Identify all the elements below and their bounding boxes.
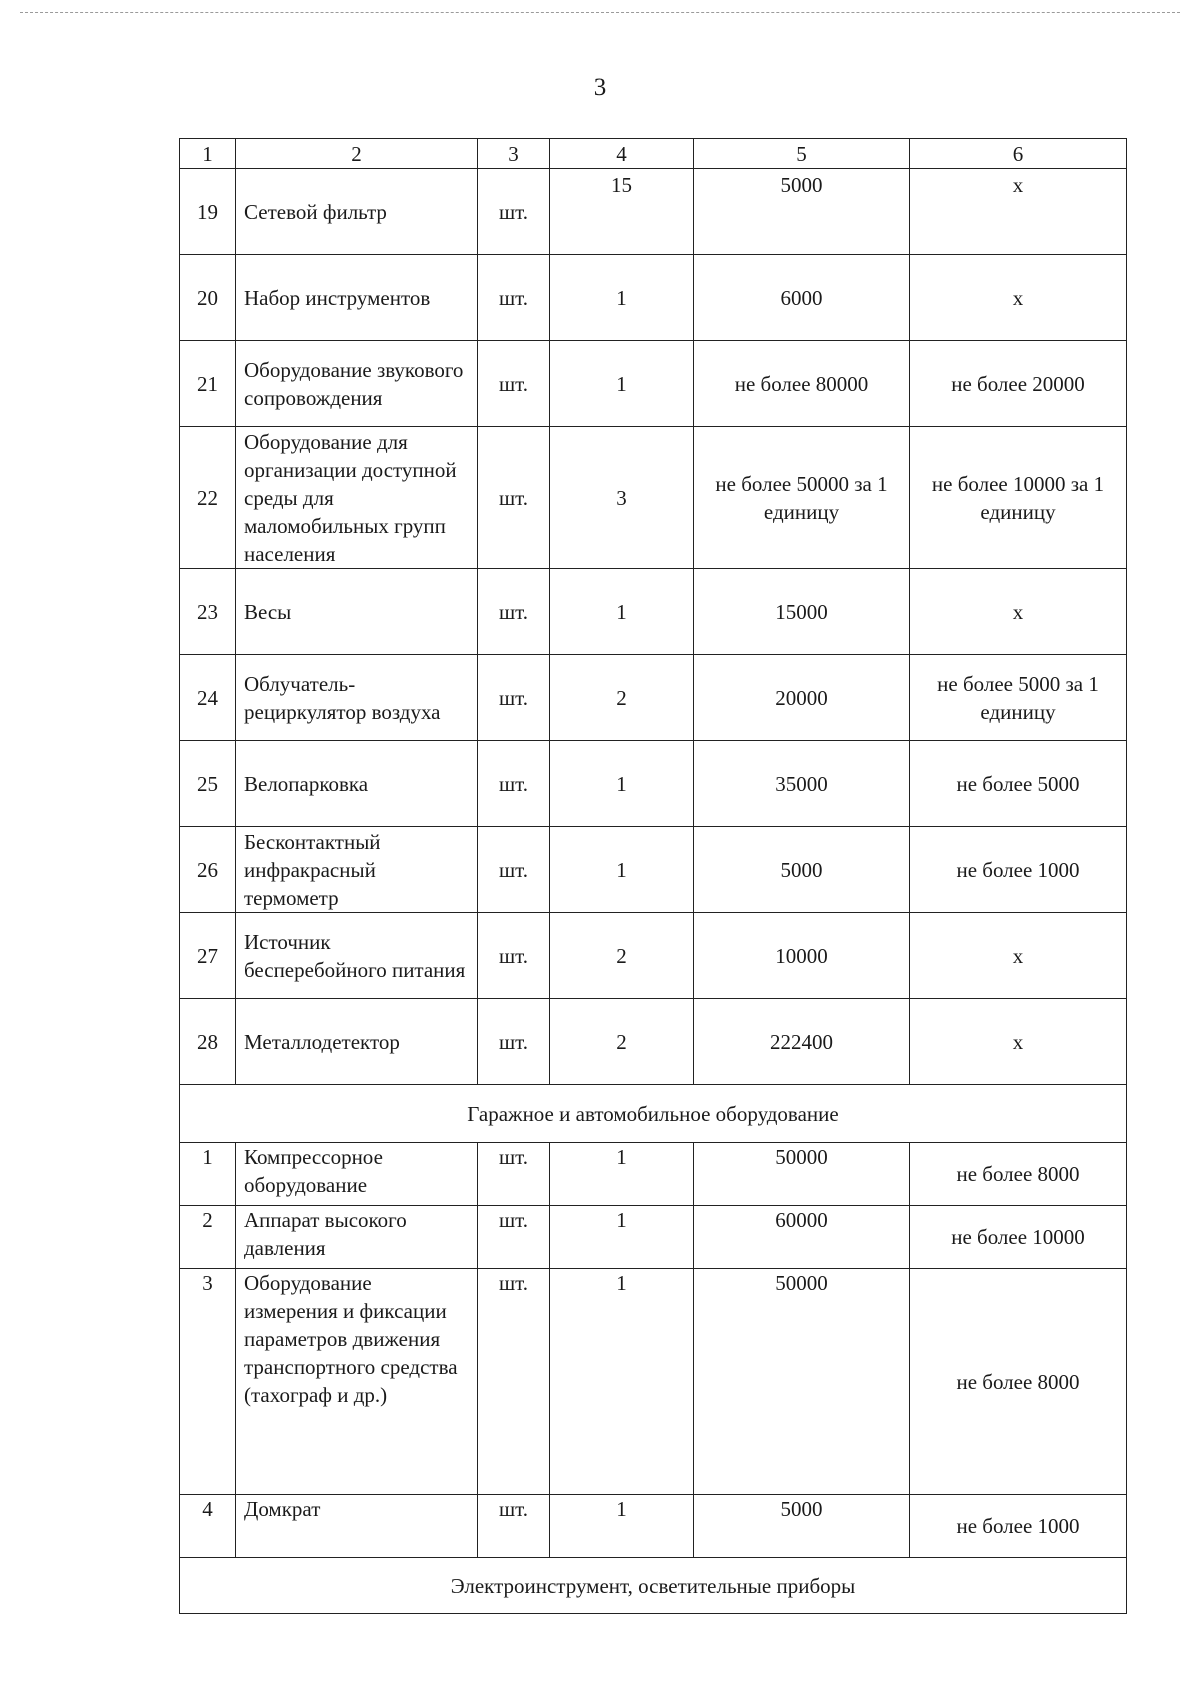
item-name: Облучатель-рециркулятор воздуха xyxy=(236,655,478,741)
row-number: 20 xyxy=(180,255,236,341)
item-quantity: 1 xyxy=(550,1143,694,1206)
column-header-1: 1 xyxy=(180,139,236,169)
item-limit: не более 10000 xyxy=(910,1206,1127,1269)
item-unit: шт. xyxy=(478,569,550,655)
row-number: 24 xyxy=(180,655,236,741)
item-unit: шт. xyxy=(478,655,550,741)
item-limit: х xyxy=(910,913,1127,999)
column-header-5: 5 xyxy=(694,139,910,169)
item-quantity: 1 xyxy=(550,1495,694,1558)
scan-edge-line xyxy=(20,12,1180,13)
item-limit: не более 8000 xyxy=(910,1269,1127,1495)
item-unit: шт. xyxy=(478,1495,550,1558)
table-row xyxy=(180,999,1127,1085)
item-unit: шт. xyxy=(478,999,550,1085)
row-number: 4 xyxy=(180,1495,236,1558)
table-row xyxy=(180,1206,1127,1269)
column-header-2: 2 xyxy=(236,139,478,169)
item-quantity: 1 xyxy=(550,1206,694,1269)
item-quantity: 2 xyxy=(550,655,694,741)
table-row xyxy=(180,255,1127,341)
item-price: не более 50000 за 1 единицу xyxy=(694,427,910,569)
table-row xyxy=(180,1495,1127,1558)
table-row xyxy=(180,827,1127,913)
item-name: Источник бесперебойного питания xyxy=(236,913,478,999)
table-row xyxy=(180,1143,1127,1206)
item-unit: шт. xyxy=(478,741,550,827)
column-header-4: 4 xyxy=(550,139,694,169)
item-unit: шт. xyxy=(478,913,550,999)
item-limit: х xyxy=(910,569,1127,655)
item-name: Металлодетектор xyxy=(236,999,478,1085)
row-number: 19 xyxy=(180,169,236,255)
item-unit: шт. xyxy=(478,1269,550,1495)
table-row xyxy=(180,341,1127,427)
item-price: 50000 xyxy=(694,1269,910,1495)
table-row xyxy=(180,913,1127,999)
item-unit: шт. xyxy=(478,427,550,569)
item-quantity: 1 xyxy=(550,827,694,913)
item-name: Велопарковка xyxy=(236,741,478,827)
item-price: 10000 xyxy=(694,913,910,999)
item-limit: не более 5000 за 1 единицу xyxy=(910,655,1127,741)
column-header-3: 3 xyxy=(478,139,550,169)
item-quantity: 2 xyxy=(550,999,694,1085)
item-limit: не более 10000 за 1 единицу xyxy=(910,427,1127,569)
section-header-row xyxy=(180,1558,1127,1614)
item-limit: х xyxy=(910,255,1127,341)
page-number: 3 xyxy=(593,74,607,101)
item-unit: шт. xyxy=(478,1143,550,1206)
table-row xyxy=(180,655,1127,741)
item-unit: шт. xyxy=(478,1206,550,1269)
item-limit: х xyxy=(910,999,1127,1085)
item-name: Аппарат высокого давления xyxy=(236,1206,478,1269)
item-quantity: 1 xyxy=(550,255,694,341)
item-quantity: 1 xyxy=(550,741,694,827)
item-price: 15000 xyxy=(694,569,910,655)
item-unit: шт. xyxy=(478,341,550,427)
column-header-6: 6 xyxy=(910,139,1127,169)
section-title-power-tools: Электроинструмент, осветительные приборы xyxy=(180,1558,1127,1614)
table-row xyxy=(180,169,1127,255)
item-name: Оборудование измерения и фиксации параметров движения транспортного средства (тахограф и др.) xyxy=(236,1269,478,1495)
row-number: 21 xyxy=(180,341,236,427)
item-quantity: 15 xyxy=(550,169,694,255)
section-header-row xyxy=(180,1085,1127,1143)
section-title-garage: Гаражное и автомобильное оборудование xyxy=(180,1085,1127,1143)
row-number: 26 xyxy=(180,827,236,913)
item-limit: не более 1000 xyxy=(910,1495,1127,1558)
item-price: 60000 xyxy=(694,1206,910,1269)
item-price: 20000 xyxy=(694,655,910,741)
item-price: 50000 xyxy=(694,1143,910,1206)
item-name: Весы xyxy=(236,569,478,655)
item-name: Набор инструментов xyxy=(236,255,478,341)
row-number: 28 xyxy=(180,999,236,1085)
item-price: 35000 xyxy=(694,741,910,827)
equipment-table xyxy=(179,138,1127,1614)
item-name: Компрессорное оборудование xyxy=(236,1143,478,1206)
item-name: Оборудование звукового сопровождения xyxy=(236,341,478,427)
item-limit: не более 1000 xyxy=(910,827,1127,913)
item-limit: х xyxy=(910,169,1127,255)
row-number: 27 xyxy=(180,913,236,999)
item-price: не более 80000 xyxy=(694,341,910,427)
item-price: 5000 xyxy=(694,827,910,913)
table-row xyxy=(180,741,1127,827)
item-limit: не более 20000 xyxy=(910,341,1127,427)
item-price: 5000 xyxy=(694,1495,910,1558)
table-header-row xyxy=(180,139,1127,169)
item-name: Сетевой фильтр xyxy=(236,169,478,255)
item-unit: шт. xyxy=(478,169,550,255)
item-quantity: 1 xyxy=(550,341,694,427)
row-number: 1 xyxy=(180,1143,236,1206)
item-quantity: 1 xyxy=(550,1269,694,1495)
item-unit: шт. xyxy=(478,255,550,341)
row-number: 23 xyxy=(180,569,236,655)
item-limit: не более 8000 xyxy=(910,1143,1127,1206)
row-number: 2 xyxy=(180,1206,236,1269)
row-number: 3 xyxy=(180,1269,236,1495)
item-price: 222400 xyxy=(694,999,910,1085)
item-quantity: 2 xyxy=(550,913,694,999)
row-number: 22 xyxy=(180,427,236,569)
item-quantity: 3 xyxy=(550,427,694,569)
item-price: 5000 xyxy=(694,169,910,255)
item-quantity: 1 xyxy=(550,569,694,655)
item-unit: шт. xyxy=(478,827,550,913)
item-name: Оборудование для организации доступной среды для маломобильных групп населения xyxy=(236,427,478,569)
item-limit: не более 5000 xyxy=(910,741,1127,827)
item-name: Бесконтактный инфракрасный термометр xyxy=(236,827,478,913)
table-row xyxy=(180,427,1127,569)
item-price: 6000 xyxy=(694,255,910,341)
table-row xyxy=(180,569,1127,655)
item-name: Домкрат xyxy=(236,1495,478,1558)
row-number: 25 xyxy=(180,741,236,827)
table-row xyxy=(180,1269,1127,1495)
